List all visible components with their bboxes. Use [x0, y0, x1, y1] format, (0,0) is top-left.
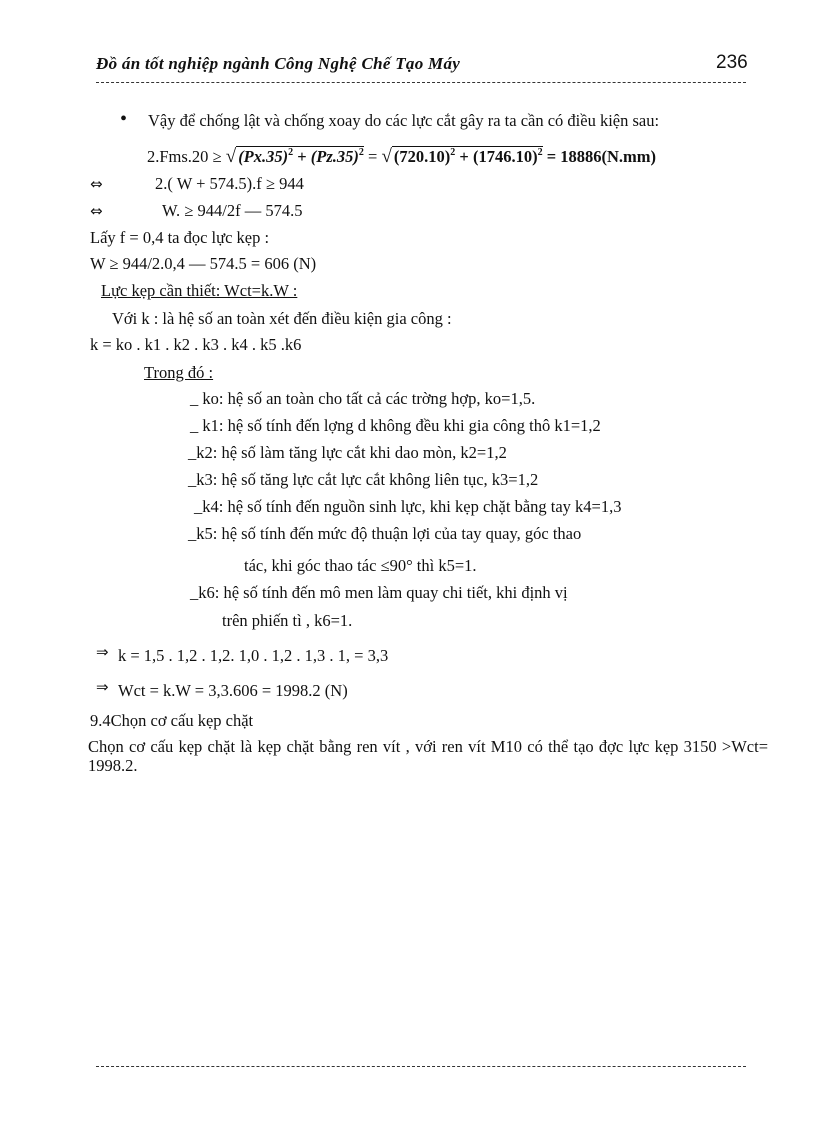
line-f-value: Lấy f = 0,4 ta đọc lực kẹp :	[90, 228, 270, 247]
equation-2: 2.( W + 574.5).f ≥ 944	[155, 174, 304, 193]
header-title: Đồ án tốt nghiệp ngành Công Nghệ Chế Tạo Máy	[96, 54, 461, 73]
line-w-value: W ≥ 944/2.0,4 — 574.5 = 606 (N)	[90, 254, 317, 273]
k-formula: k = ko . k1 . k2 . k3 . k4 . k5 .k6	[90, 335, 302, 354]
k-result: k = 1,5 . 1,2 . 1,2. 1,0 . 1,2 . 1,3 . 1, = 3,3	[118, 646, 389, 665]
eq1-result: = 18886(N.mm)	[546, 147, 656, 166]
eq1-term-c: (720.10)	[393, 147, 451, 166]
needed-force-heading: Lực kẹp cần thiết: Wct=k.W :	[101, 281, 298, 300]
equation-1: 2.Fms.20 ≥ √ $(Px.35)^2 + (Pz.35)^2$ = √ $(720.10)^2 + (1746.10)^2 = 18886(N.mm)$	[147, 146, 656, 167]
sqrt-2: √ $(720.10)^2 + (1746.10)^2$	[381, 146, 543, 167]
sqrt-1: √ $(Px.35)^2 + (Pz.35)^2$	[225, 146, 364, 167]
eq1-lhs: 2.Fms.20 ≥	[147, 147, 222, 166]
eq1-term-d: (1746.10)	[472, 147, 538, 166]
conclusion-paragraph: Chọn cơ cấu kẹp chặt là kẹp chặt bằng ren vít , với ren vít M10 có thể tạo đợc lực kẹp 3150 >Wct= 1998.2.	[88, 737, 768, 775]
iff-icon: ⇔	[90, 202, 103, 220]
factor-k5-cont: tác, khi góc thao tác ≤90° thì k5=1.	[244, 556, 477, 575]
factor-k0: _ ko: hệ số an toàn cho tất cả các trờng hợp, ko=1,5.	[190, 389, 536, 408]
section-title: 9.4Chọn cơ cấu kẹp chặt	[90, 711, 254, 730]
equation-3: W. ≥ 944/2f — 574.5	[162, 201, 303, 220]
page-number: 236	[716, 52, 748, 73]
factor-k5: _k5: hệ số tính đến mức độ thuận lợi của tay quay, góc thao	[188, 524, 582, 543]
w-result: Wct = k.W = 3,3.606 = 1998.2 (N)	[118, 681, 348, 700]
eq1-term-a: (Px.35)	[238, 147, 289, 166]
footer-divider	[96, 1066, 746, 1067]
factor-k6-cont: trên phiến tì , k6=1.	[222, 611, 353, 630]
header-divider	[96, 82, 746, 83]
iff-icon: ⇔	[90, 175, 103, 193]
factor-k6: _k6: hệ số tính đến mô men làm quay chi tiết, khi định vị	[190, 583, 568, 602]
factor-k2: _k2: hệ số làm tăng lực cắt khi dao mòn, k2=1,2	[188, 443, 507, 462]
implies-icon: ⇒	[96, 678, 109, 696]
factor-k4: _k4: hệ số tính đến nguồn sinh lực, khi kẹp chặt bằng tay k4=1,3	[194, 497, 622, 516]
trong-do-heading: Trong đó :	[144, 363, 214, 382]
k-definition: Với k : là hệ số an toàn xét đến điều kiện gia công :	[112, 309, 452, 328]
eq1-term-b: (Pz.35)	[310, 147, 359, 166]
bullet-text: Vậy để chống lật và chống xoay do các lực cắt gây ra ta cần có điều kiện sau:	[148, 111, 660, 130]
factor-k3: _k3: hệ số tăng lực cắt lực cắt không liên tục, k3=1,2	[188, 470, 539, 489]
implies-icon: ⇒	[96, 643, 109, 661]
bullet-icon: •	[120, 108, 128, 130]
factor-k1: _ k1: hệ số tính đến lợng d không đều khi gia công thô k1=1,2	[190, 416, 601, 435]
